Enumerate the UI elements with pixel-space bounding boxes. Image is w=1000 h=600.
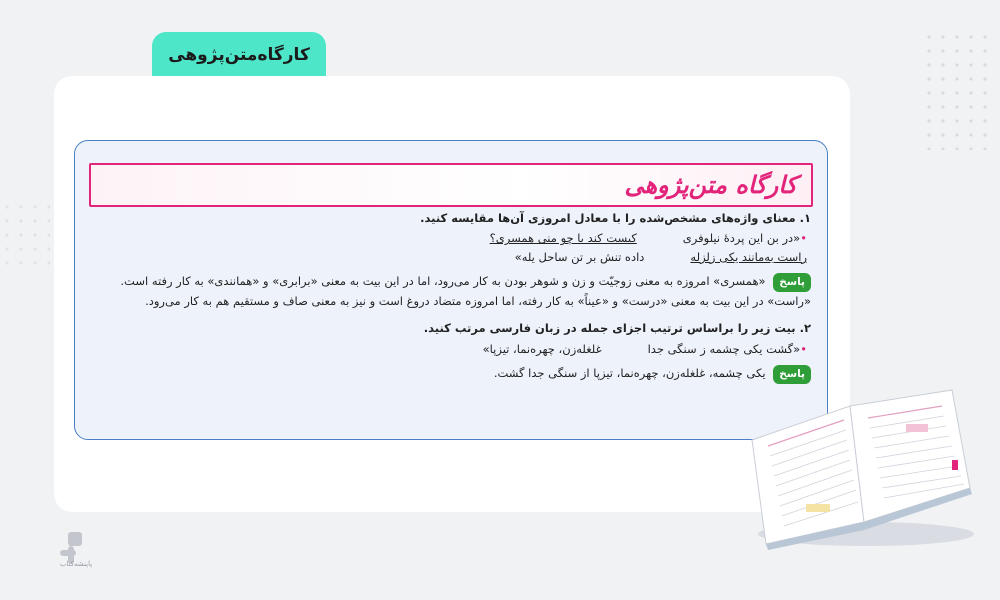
verse-3-second-hemistich: غلغله‌زن، چهره‌نما، تیزپا»	[482, 341, 602, 356]
decorative-dots-top-right	[922, 30, 992, 150]
verse-line-1	[91, 231, 811, 245]
brand-logo-text: پاپنشه‌کتاب	[59, 560, 93, 568]
answer-2-text: یکی چشمه، غلغله‌زن، چهره‌نما، تیزپا از سنگی جدا گشت.	[493, 366, 766, 381]
section-tab-title: کارگاه‌متن‌پژوهی	[168, 45, 310, 65]
section-tab	[152, 32, 326, 78]
open-book-illustration	[746, 384, 978, 550]
verse-line-2	[91, 250, 811, 264]
question-2: ۲. بیت زیر را براساس ترتیب اجزای جمله در زبان فارسی مرتب کنید.	[423, 321, 811, 336]
banner-title: کارگاه متن‌پژوهی	[624, 171, 797, 199]
verse-1-second-hemistich: کیست کند با چو منی همسری؟	[489, 231, 637, 246]
bullet-icon: •	[800, 341, 807, 356]
answer-1-text: «همسری» امروزه به معنی زوجیّت و زن و شوهر بودن به کار می‌رود، اما در این بیت به معنی «برابری» و «همانندی» به کار رفته است. «راست» در این بیت به معنی «درست» و «عیناً» به کار رفته، اما امروزه متضاد دروغ است و نیز به معنی صاف و مستقیم هم به کار می‌رود.	[120, 274, 811, 309]
question-1: ۱. معنای واژه‌های مشخص‌شده را با معادل امروزی آن‌ها مقایسه کنید.	[420, 211, 811, 225]
bullet-icon: •	[800, 231, 807, 246]
verse-line-3	[91, 342, 811, 356]
answer-badge: پاسخ	[773, 273, 811, 292]
excerpt-panel	[74, 140, 828, 440]
verse-1-first-hemistich	[683, 231, 807, 245]
answer-badge: پاسخ	[773, 365, 811, 384]
panel-banner	[89, 163, 813, 207]
verse-3a-text: «گشت یکی چشمه ز سنگی جدا	[647, 341, 801, 356]
decorative-dots-left	[0, 200, 60, 270]
verse-2-second-hemistich: داده تنش بر تن ساحل یله»	[514, 249, 645, 264]
verse-1a-text: «در بن این پردهٔ نیلوفری	[682, 231, 801, 246]
verse-3-first-hemistich	[648, 342, 807, 356]
verse-2-first-hemistich: راست به‌مانند یکی زلزله	[690, 249, 807, 264]
answer-1	[91, 272, 811, 311]
panel-content	[91, 211, 811, 384]
answer-2	[91, 364, 811, 384]
